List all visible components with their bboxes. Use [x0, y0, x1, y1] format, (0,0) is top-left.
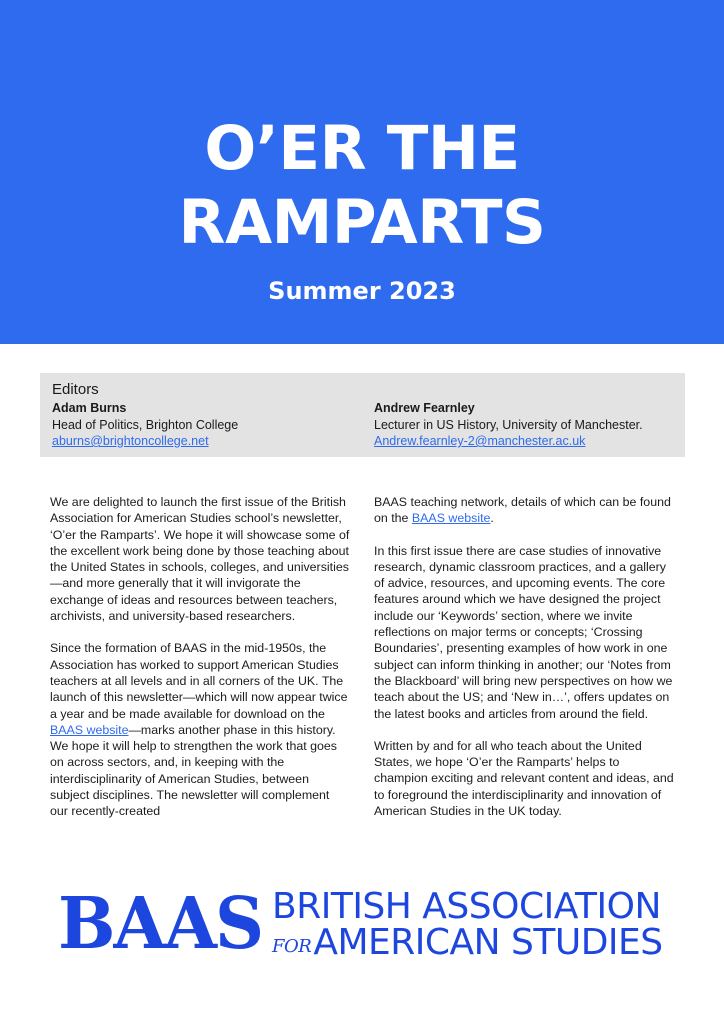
network-paragraph: [374, 494, 674, 527]
baas-website-link[interactable]: BAAS website: [411, 511, 491, 526]
paragraph-text: —marks another phase in this history. We hope it will help to strengthen the work that goes on across sectors, and, in keeping with the interdisciplinarity of American Studies, between subject disciplines. The newsletter will complement our recently-created: [50, 722, 337, 819]
logo-text-line-1: BRITISH ASSOCIATION: [272, 886, 661, 927]
editor-email-link[interactable]: Andrew.fearnley-2@manchester.ac.uk: [374, 434, 586, 448]
paragraph-text: BAAS teaching network, details of which can be found on the: [374, 495, 671, 526]
title-line-1: O’ER THE: [204, 113, 520, 184]
body-column-right: [374, 494, 674, 835]
editor-name: Adam Burns: [52, 401, 127, 415]
editor-name: Andrew Fearnley: [374, 401, 475, 415]
newsletter-title: [0, 112, 724, 260]
logo-for: FOR: [272, 936, 312, 957]
editor-email-link[interactable]: aburns@brightoncollege.net: [52, 434, 209, 448]
header-banner: [0, 0, 724, 344]
editor-role: Lecturer in US History, University of Manchester.: [374, 417, 643, 432]
editor-card: [52, 400, 238, 450]
paragraph-text: .: [490, 511, 494, 526]
paragraph-text: Since the formation of BAAS in the mid-1950s, the Association has worked to support American Studies teachers at all levels and in all corners of the UK. The launch of this newsletter—which will now appear twice a year and be made available for download on the: [50, 641, 348, 721]
issue-subtitle: Summer 2023: [268, 277, 456, 305]
logo-american-studies: AMERICAN STUDIES: [313, 922, 663, 963]
logo-text-line-2: [272, 924, 663, 966]
editor-role: Head of Politics, Brighton College: [52, 417, 239, 432]
features-paragraph: In this first issue there are case studies of innovative research, dynamic classroom practices, and a gallery of advice, resources, and upcoming events. The core features around which we have designed the project include our ‘Keywords’ section, where we invite reflections on major terms or concepts; ‘Crossing Boundaries’, presenting examples of how work in one subject can inform thinking in another; our ‘Notes from the Blackboard’ will bring new perspectives on how we teach about the US; and ‘New in…’, offers updates on the latest books and articles from around the field.: [374, 543, 673, 721]
editor-card: [374, 400, 643, 450]
body-column-left: [50, 494, 350, 836]
baas-website-link[interactable]: BAAS website: [50, 722, 129, 737]
baas-logo-mark: BAAS: [58, 882, 263, 966]
editors-box: [40, 373, 685, 457]
closing-paragraph: Written by and for all who teach about the United States, we hope ‘O’er the Ramparts’ helps to champion exciting and relevant content and ideas, and to foreground the interdisciplinarity and innovation of American Studies in the UK today.: [374, 738, 674, 819]
editors-heading: Editors: [52, 381, 99, 398]
intro-paragraph: We are delighted to launch the first issue of the British Association for American Studies school’s newsletter, ‘O’er the Ramparts’. We hope it will showcase some of the excellent work being done by those teaching about the United States in schools, colleges, and universities—and more generally that it will invigorate the exchange of ideas and resources between teachers, archivists, and university-based researchers.: [50, 495, 350, 624]
title-line-2: RAMPARTS: [178, 187, 546, 258]
history-paragraph: [50, 640, 350, 819]
